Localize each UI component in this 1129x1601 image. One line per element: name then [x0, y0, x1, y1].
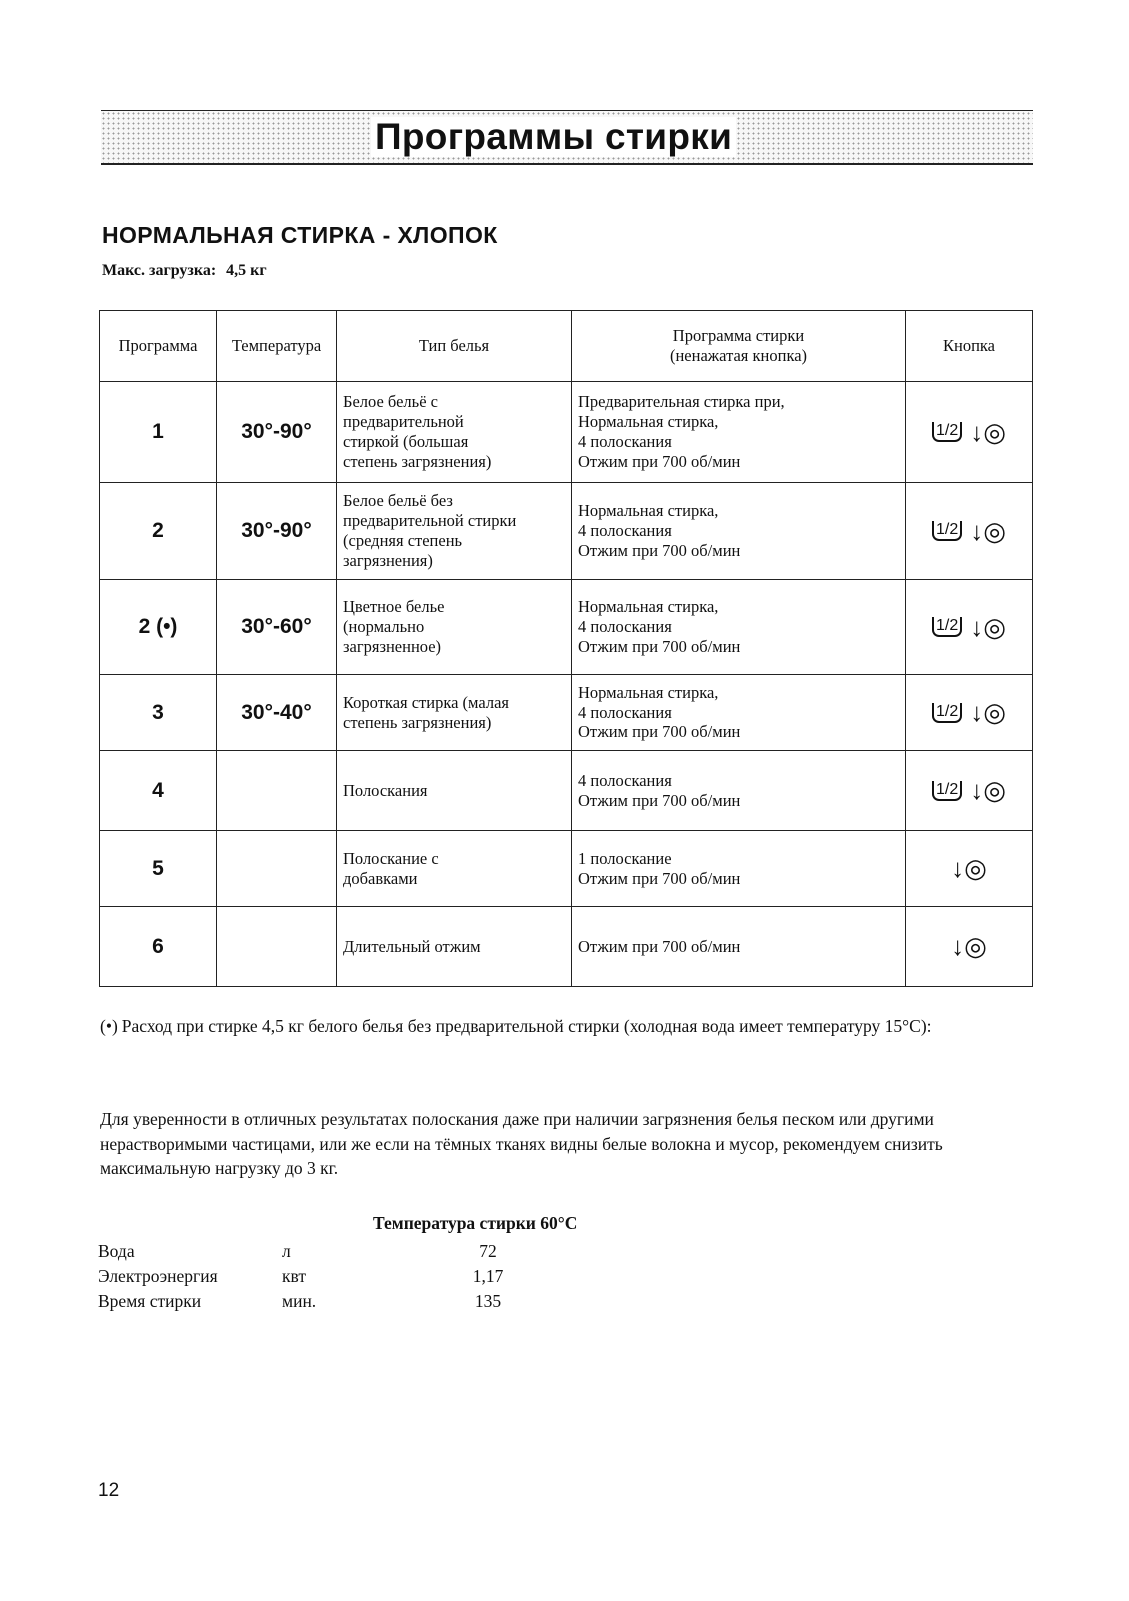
footnote-mark: (•) — [100, 1016, 118, 1036]
wash-line: Нормальная стирка, — [578, 501, 719, 521]
program-number: 2 (•) — [100, 580, 217, 675]
laundry-line: степень загрязнения) — [343, 712, 492, 732]
max-load-label: Макс. загрузка: — [102, 262, 217, 279]
table-row — [100, 751, 1033, 831]
wash-line: Отжим при 700 об/мин — [578, 540, 741, 560]
temperature-range: 30°-90° — [217, 483, 337, 580]
consumption-label: Вода — [98, 1241, 135, 1261]
consumption-value: 135 — [474, 1291, 502, 1311]
footnote — [100, 1014, 1030, 1038]
laundry-line: (средняя степень — [343, 531, 463, 550]
temperature-range: 30°-40° — [217, 675, 337, 751]
wash-line: Отжим при 700 об/мин — [578, 722, 741, 742]
max-load — [102, 262, 267, 280]
laundry-line: Белое бельё с — [343, 392, 438, 412]
temperature-range: 30°-90° — [217, 382, 337, 483]
wash-program — [572, 580, 906, 675]
program-number: 1 — [100, 382, 217, 483]
spin-icon: ↓◎ — [970, 416, 1006, 447]
wash-line: 4 полоскания — [578, 770, 672, 790]
wash-line: Нормальная стирка, — [578, 597, 719, 617]
laundry-line: Белое бельё без — [343, 491, 453, 511]
table-header-row — [100, 311, 1033, 382]
table-row — [100, 382, 1033, 483]
wash-line: 4 полоскания — [578, 432, 672, 451]
button-symbols — [906, 483, 1033, 580]
laundry-line: Длительный отжим — [343, 936, 481, 956]
half-load-icon: 1/2 — [932, 617, 962, 637]
wash-line: 4 полоскания — [578, 702, 672, 722]
page-number: 12 — [98, 1480, 120, 1501]
wash-line: Нормальная стирка, — [578, 412, 719, 432]
button-symbols — [906, 751, 1033, 831]
footnote-text: Расход при стирке 4,5 кг белого белья без предварительной стирки (холодная вода имеет температуру 15°С): — [121, 1016, 932, 1036]
wash-program — [572, 382, 906, 483]
header-laundry-type: Тип белья — [337, 311, 572, 382]
wash-line: Отжим при 700 об/мин — [578, 790, 741, 810]
half-load-icon: 1/2 — [932, 422, 962, 442]
consumption-unit: мин. — [282, 1291, 317, 1311]
wash-program — [572, 675, 906, 751]
temperature-range: 30°-60° — [217, 580, 337, 675]
temperature-range — [217, 907, 337, 987]
laundry-line: Полоскания — [343, 780, 428, 800]
laundry-type — [337, 675, 572, 751]
header-wash-program — [572, 311, 906, 382]
laundry-line: предварительной стирки — [343, 511, 517, 531]
wash-line: Нормальная стирка, — [578, 682, 719, 702]
page-title: Программы стирки — [371, 117, 736, 157]
table-row — [100, 483, 1033, 580]
header-button: Кнопка — [906, 311, 1033, 382]
temperature-range — [217, 751, 337, 831]
wash-program — [572, 831, 906, 907]
button-symbols — [906, 580, 1033, 675]
temperature-range — [217, 831, 337, 907]
consumption-row — [98, 1241, 658, 1265]
consumption-heading: Температура стирки 60°С — [373, 1213, 578, 1233]
laundry-line: загрязнения) — [343, 550, 433, 570]
wash-line: Отжим при 700 об/мин — [578, 636, 741, 656]
program-number: 5 — [100, 831, 217, 907]
spin-icon: ↓◎ — [970, 515, 1006, 546]
title-banner — [101, 110, 1033, 165]
laundry-type — [337, 751, 572, 831]
spin-icon: ↓◎ — [970, 775, 1006, 805]
laundry-line: (нормально — [343, 617, 425, 637]
half-load-icon: 1/2 — [932, 703, 962, 723]
wash-line: Отжим при 700 об/мин — [578, 936, 741, 956]
header-program: Программа — [100, 311, 217, 382]
laundry-type — [337, 907, 572, 987]
laundry-line: Короткая стирка (малая — [343, 692, 509, 712]
program-number: 2 — [100, 483, 217, 580]
header-temperature: Температура — [217, 311, 337, 382]
button-symbols — [906, 382, 1033, 483]
spin-icon: ↓◎ — [970, 697, 1006, 727]
button-symbols — [906, 907, 1033, 987]
laundry-type — [337, 580, 572, 675]
wash-line: Отжим при 700 об/мин — [578, 868, 741, 888]
program-number: 6 — [100, 907, 217, 987]
laundry-type — [337, 382, 572, 483]
consumption-value: 1,17 — [472, 1266, 504, 1286]
laundry-line: предварительной — [343, 412, 464, 432]
consumption-unit: л — [282, 1241, 291, 1261]
button-symbols — [906, 831, 1033, 907]
max-load-value: 4,5 кг — [226, 262, 267, 279]
wash-program — [572, 907, 906, 987]
consumption-row — [98, 1291, 658, 1315]
header-wash-program-line: (ненажатая кнопка) — [669, 346, 808, 365]
section-title: НОРМАЛЬНАЯ СТИРКА - ХЛОПОК — [102, 222, 498, 248]
wash-line: Отжим при 700 об/мин — [578, 451, 741, 471]
laundry-type — [337, 831, 572, 907]
consumption-label: Электроэнергия — [98, 1266, 218, 1286]
program-number: 4 — [100, 751, 217, 831]
consumption-label: Время стирки — [98, 1291, 202, 1311]
wash-program — [572, 483, 906, 580]
spin-icon: ↓◎ — [951, 853, 987, 883]
consumption-unit: квт — [282, 1266, 306, 1286]
consumption-row — [98, 1266, 658, 1290]
wash-line: 4 полоскания — [578, 617, 672, 637]
spin-icon: ↓◎ — [951, 931, 987, 961]
table-row — [100, 580, 1033, 675]
consumption-value: 72 — [479, 1241, 497, 1261]
header-wash-program-line: Программа стирки — [672, 326, 805, 346]
half-load-icon: 1/2 — [932, 521, 962, 541]
laundry-type — [337, 483, 572, 580]
spin-icon: ↓◎ — [970, 611, 1006, 642]
laundry-line: степень загрязнения) — [343, 451, 492, 471]
table-row — [100, 831, 1033, 907]
half-load-icon: 1/2 — [932, 781, 962, 801]
wash-line: Предварительная стирка при, — [578, 392, 785, 412]
wash-program — [572, 751, 906, 831]
table-row — [100, 907, 1033, 987]
laundry-line: загрязненное) — [343, 636, 442, 656]
laundry-line: Полоскание с — [343, 848, 439, 868]
wash-line: 4 полоскания — [578, 521, 672, 541]
wash-line: 1 полоскание — [578, 848, 672, 868]
laundry-line: Цветное белье — [343, 597, 445, 617]
program-number: 3 — [100, 675, 217, 751]
advice-paragraph: Для уверенности в отличных результатах полоскания даже при наличии загрязнения белья песком или другими нерастворимыми частицами, или же если на тёмных тканях видны белые волокна и мусор, рекомендуем снизить максимальную нагрузку до 3 кг. — [100, 1109, 943, 1178]
laundry-line: добавками — [343, 868, 418, 888]
programs-table — [99, 310, 1033, 987]
button-symbols — [906, 675, 1033, 751]
laundry-line: стиркой (большая — [343, 432, 469, 451]
table-row — [100, 675, 1033, 751]
